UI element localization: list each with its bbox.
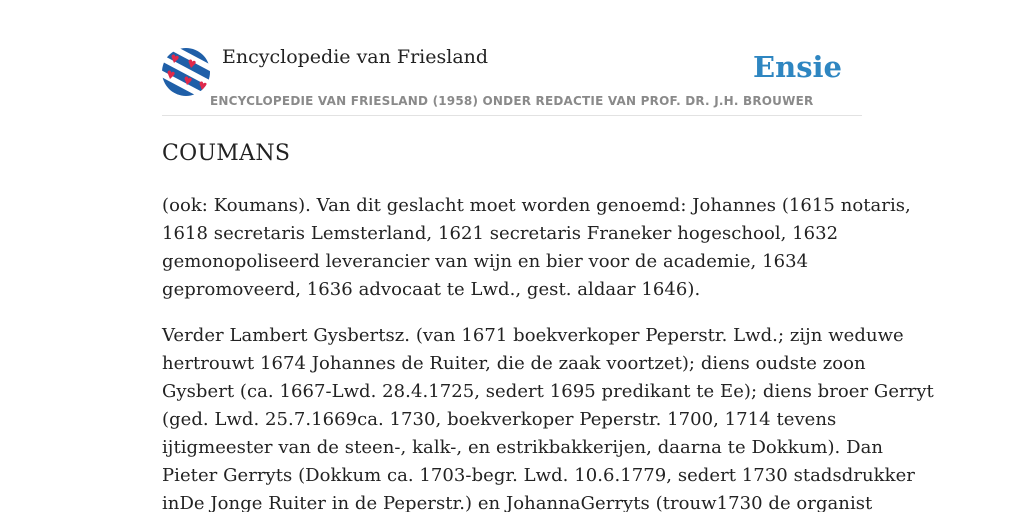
article-paragraph — [162, 192, 911, 304]
paragraph-line: (ook: Koumans). Van dit geslacht moet worden genoemd: Johannes (1615 notaris, — [162, 195, 911, 216]
ensie-logo-text[interactable]: Ensie — [753, 50, 842, 84]
paragraph-line: 1618 secretaris Lemsterland, 1621 secretaris Franeker hogeschool, 1632 — [162, 223, 839, 244]
article-content — [162, 138, 934, 512]
paragraph-line: (ged. Lwd. 25.7.1669ca. 1730, boekverkoper Peperstr. 1700, 1714 tevens — [162, 409, 837, 430]
article-title: COUMANS — [162, 141, 291, 166]
site-title[interactable]: Encyclopedie van Friesland — [222, 46, 489, 68]
encyclopedia-subtitle: ENCYCLOPEDIE VAN FRIESLAND (1958) ONDER REDACTIE VAN PROF. DR. J.H. BROUWER — [210, 94, 814, 108]
paragraph-line: ijtigmeester van de steen-, kalk-, en estrikbakkerijen, daarna te Dokkum). Dan — [162, 437, 884, 458]
paragraph-line: Gysbert (ca. 1667-Lwd. 28.4.1725, sedert 1695 predikant te Ee); diens broer Gerryt — [162, 381, 934, 402]
site-header — [162, 44, 862, 116]
frisian-flag-icon[interactable] — [162, 48, 210, 96]
paragraph-line: Verder Lambert Gysbertsz. (van 1671 boekverkoper Peperstr. Lwd.; zijn weduwe — [162, 325, 904, 346]
article-paragraph — [162, 322, 934, 512]
paragraph-line: Pieter Gerryts (Dokkum ca. 1703-begr. Lwd. 10.6.1779, sedert 1730 stadsdrukker — [162, 465, 915, 486]
paragraph-line: inDe Jonge Ruiter in de Peperstr.) en JohannaGerryts (trouw1730 de organist — [162, 493, 873, 512]
paragraph-line: gepromoveerd, 1636 advocaat te Lwd., gest. aldaar 1646). — [162, 279, 701, 300]
header-divider — [162, 115, 862, 116]
paragraph-line: gemonopoliseerd leverancier van wijn en bier voor de academie, 1634 — [162, 251, 809, 272]
paragraph-line: hertrouwt 1674 Johannes de Ruiter, die de zaak voortzet); diens oudste zoon — [162, 353, 866, 374]
